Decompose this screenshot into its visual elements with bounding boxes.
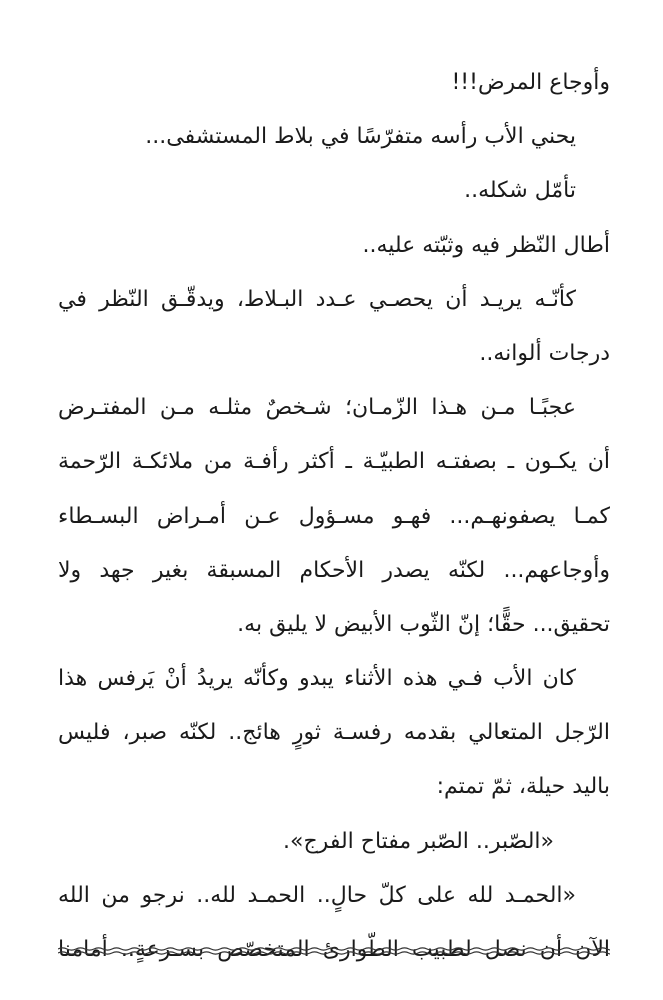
text-line: أطال النّظر فيه وثبّته عليه.. [362, 232, 610, 258]
text-line: الرّجل المتعالي بقدمه رفسـة ثورٍ هائج.. لكنّه صبر، فليس [58, 720, 610, 746]
text-line: كمـا يصفونهـم... فهـو مسـؤول عـن أمـراض البسـطاء [58, 503, 610, 529]
text-line: يحني الأب رأسه متفرّسًا في بلاط المستشفى... [145, 124, 576, 150]
text-line: وأوجاع المرض!!! [451, 70, 610, 95]
text-line: «الصّبر.. الصّبر مفتاح الفرج». [283, 828, 554, 854]
text-line: عجبًـا مـن هـذا الزّمـان؛ شـخصٌ مثلـه مـن المفتـرض [58, 395, 576, 421]
text-line: تأمّل شكله.. [464, 178, 576, 204]
wavy-divider [58, 944, 610, 958]
text-line: كان الأب فـي هذه الأثناء يبدو وكأنّه يريدُ أنْ يَرفس هذا [58, 666, 576, 692]
text-line: أن يكـون ـ بصفتـه الطبيّـة ـ أكثر رأفـة من ملائكـة الرّحمة [58, 449, 610, 475]
text-line: درجات ألوانه.. [479, 340, 610, 366]
page-text [58, 56, 610, 977]
text-line: «الحمـد لله على كلّ حالٍ.. الحمـد لله.. نرجو من الله [58, 882, 576, 908]
text-line: كأنّـه يريـد أن يحصـي عـدد البـلاط، ويدقّـق النّظر في [58, 286, 576, 312]
text-line: وأوجاعهم... لكنّه يصدر الأحكام المسبقة بغير جهد ولا [58, 557, 610, 583]
text-line: باليد حيلة، ثمّ تمتم: [436, 774, 610, 800]
text-line: تحقيق... حقًّا؛ إنّ الثّوب الأبيض لا يليق به. [237, 611, 610, 637]
text-line: الآن أن نصل لطبيب الطّوارئ المتخصّص بسـرعةٍ.. أمامنا [58, 937, 610, 962]
